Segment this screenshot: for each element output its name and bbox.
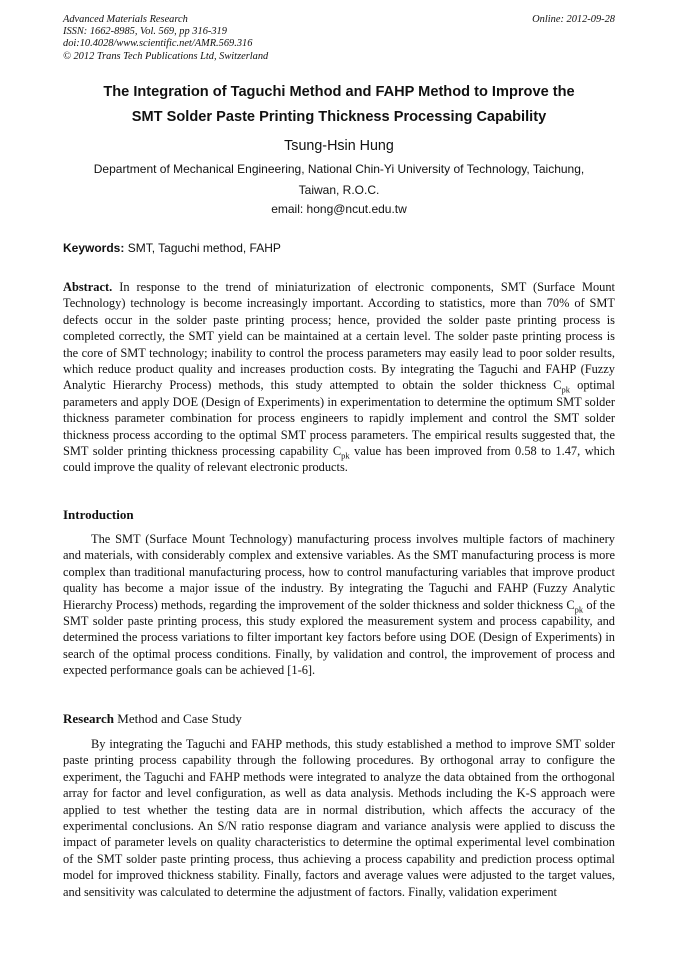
affiliation-line-1: Department of Mechanical Engineering, National Chin-Yi University of Technology, Taichung, — [93, 162, 585, 176]
doi-line[interactable]: doi:10.4028/www.scientific.net/AMR.569.316 — [63, 38, 253, 50]
introduction-text-2: of the SMT solder paste printing process, this study explored the measurement system and process capability, and determined the process variations to filter important key factors before using DOE (Design of Experiments) in search of the optimal process conditions. Finally, by validation and control, the improvement of process and expected performance goals can be achieved [1-6]. — [63, 597, 616, 678]
keywords-text: SMT, Taguchi method, FAHP — [127, 241, 281, 255]
introduction-text-1: The SMT (Surface Mount Technology) manufacturing process involves multiple factors of machinery and materials, with considerably complex and extensive variables. As the SMT manufacturing process is more complex than traditional manufacturing process, how to control manufacturing variables that improve product quality has become a major issue of the industry. By integrating the Taguchi and FAHP (Fuzzy Analytic Hierarchy Process) methods, regarding the improvement of the solder thickness and solder thickness C — [63, 532, 615, 612]
paper-title — [40, 80, 638, 130]
title-line-2: SMT Solder Paste Printing Thickness Processing Capability — [131, 109, 547, 125]
title-line-1: The Integration of Taguchi Method and FAHP Method to Improve the — [103, 84, 575, 100]
keywords-label: Keywords: — [63, 241, 125, 255]
research-heading-rest: Method and Case Study — [114, 711, 242, 726]
copyright-line: © 2012 Trans Tech Publications Ltd, Switzerland — [63, 50, 269, 62]
research-paragraph: By integrating the Taguchi and FAHP methods, this study established a method to improve SMT solder paste printing process capability through the following procedures. By orthogonal array to configure the experiment, the Taguchi and FAHP methods were integrated to analyze the data obtained from the orthogonal array for factor and level configuration, as well as data analysis. Methods including the K-S approach were applied to test whether the testing data are in normal distribution, which affects the accuracy of the experimental conclusions. An S/N ratio response diagram and variance analysis were applied to discuss the impact of parameter levels on quality characteristics to determine the optimal experimental level combination of the SMT solder paste printing process, thus achieving a process capability and prediction process optimal model for improved thickness stability. Finally, factors and average values were adjusted to the target values, and sensitivity was calculated to determine the adjustment of factors. Finally, validation experiment — [63, 737, 615, 899]
author-name: Tsung-Hsin Hung — [284, 138, 394, 154]
issn-line: ISSN: 1662-8985, Vol. 569, pp 316-319 — [63, 26, 227, 38]
keywords — [63, 240, 615, 256]
affiliation-line-2: Taiwan, R.O.C. — [298, 183, 380, 197]
introduction-heading — [63, 507, 134, 523]
abstract-subscript-2: pk — [341, 450, 350, 461]
abstract-label: Abstract. — [63, 280, 113, 294]
research-heading — [63, 711, 242, 727]
abstract-text-3: value has been improved from 0.58 to 1.47, which could improve the quality of relevant electronic products. — [63, 444, 615, 475]
abstract-text-1: In response to the trend of miniaturization of electronic components, SMT (Surface Mount Technology) technology is become increasingly important. According to statistics, more than 70% of SMT defects occur in the solder paste printing process; hence, provided the solder paste printing process is completed correctly, the SMT yield can be maintained at a certain level. The solder paste printing process is the core of SMT technology; inability to control the process parameters may easily lead to poor solder results, which reduce product quality and increases production costs. By integrating the Taguchi and FAHP (Fuzzy Analytic Hierarchy Process) methods, this study attempted to obtain the solder thickness C — [63, 280, 615, 393]
abstract-subscript-1: pk — [561, 384, 571, 395]
affiliation — [70, 159, 608, 201]
journal-header — [63, 14, 615, 63]
journal-name: Advanced Materials Research — [63, 14, 188, 25]
research-heading-bold: Research — [63, 711, 115, 726]
introduction-heading-text: Introduction — [63, 507, 134, 522]
abstract-text-2: optimal parameters and apply DOE (Design of Experiments) in experimentation to determine the optimum SMT solder thickness parameter combination for process engineers to rapidly implement and control the SMT solder thickness process according to the optimal SMT process parameters. The empirical results suggested that, the SMT solder printing thickness processing capability C — [63, 378, 615, 459]
introduction-subscript: pk — [574, 604, 584, 615]
abstract-paragraph — [63, 279, 615, 476]
introduction-paragraph — [63, 531, 615, 679]
author-email[interactable]: email: hong@ncut.edu.tw — [271, 202, 407, 216]
online-date: Online: 2012-09-28 — [532, 14, 615, 25]
